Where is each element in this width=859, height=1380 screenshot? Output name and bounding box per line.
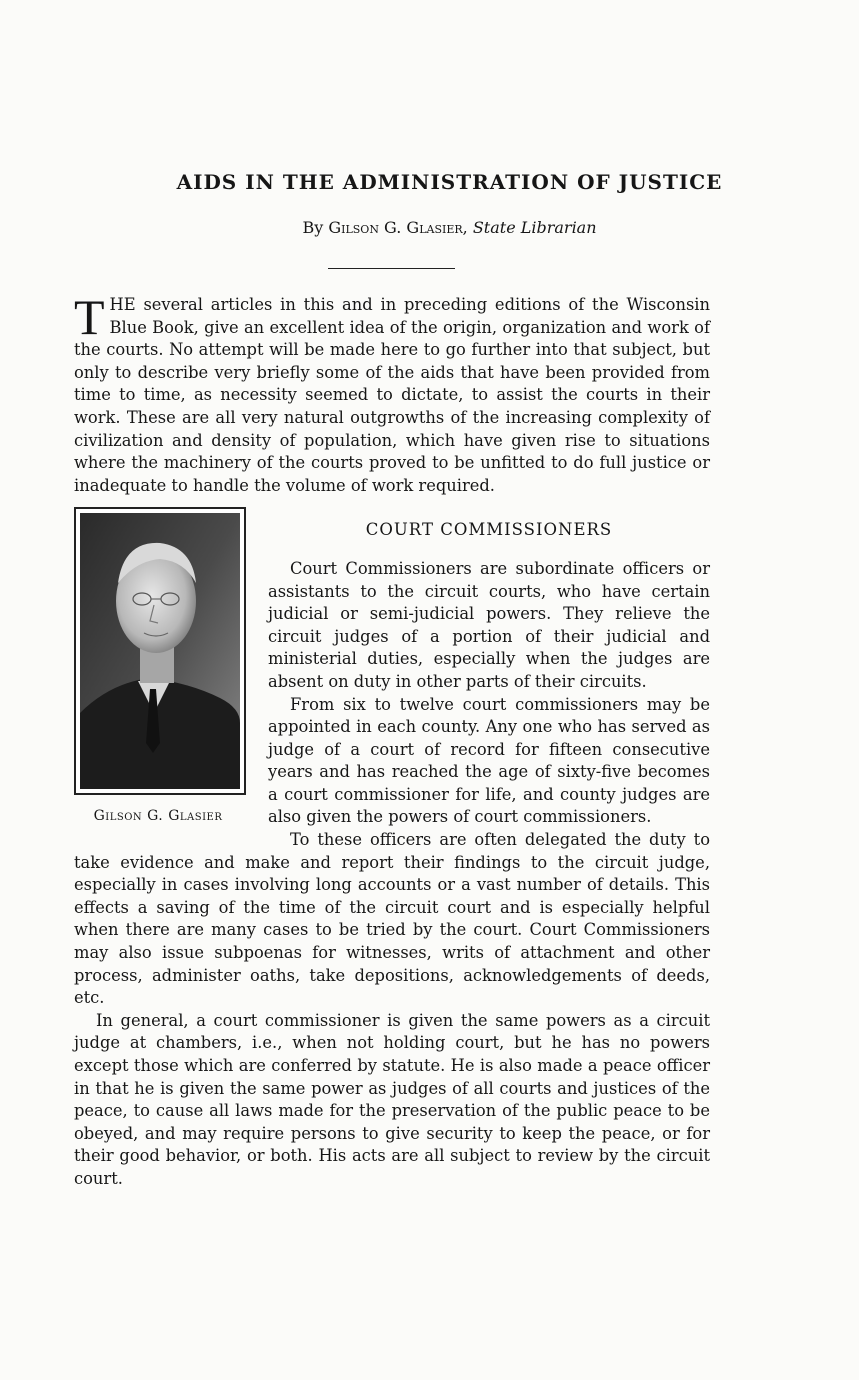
author-name: Gilson G. Glasier [328,218,463,237]
portrait-figure [74,507,250,828]
byline [0,218,859,237]
article-body [74,289,710,1191]
paragraph: To these officers are often delegated the duty to take evidence and make and report their findings to the circuit judge, especially in cases involving long accounts or a vast number of details. This effects a saving of the time of the circuit court and is especially helpful when there are many cases to be tried by the court. Court Commissioners may also issue subpoenas for witnesses, writs of attachment and other process, administer oaths, take depositions, acknowledgements of deeds, etc. [74,830,710,1008]
paragraph: From six to twelve court commissioners may be appointed in each county. Any one who has served as judge of a court of record for fifteen consecutive years and has reached the age of sixty-five becomes a court commissioner for life, and county judges are also given the powers of court commissioners. [268,694,710,827]
paragraph: Court Commissioners are subordinate officers or assistants to the circuit courts, who have certain judicial or semi-judicial powers. They relieve the circuit judges of a portion of their judicial and ministerial duties, especially when the judges are absent on duty in other parts of their circuits. [268,558,710,691]
author-role: State Librarian [472,218,597,237]
portrait-frame [74,507,246,795]
portrait-photo [80,513,240,789]
article-title: AIDS IN THE ADMINISTRATION OF JUSTICE [176,170,723,194]
paragraph: In general, a court commissioner is given the same powers as a circuit judge at chambers, i.e., when not holding court, but he has no powers except those which are conferred by statute. He is also made a peace officer in that he is given the same power as judges of all courts and justices of the peace, to cause all laws made for the preservation of the public peace to be obeyed, and may require persons to give security to keep the peace, or for their good behavior, or both. His acts are all subject to review by the circuit court. [74,1010,710,1188]
byline-prefix: By [302,218,329,237]
section-heading: COURT COMMISSIONERS [365,520,613,540]
drop-cap: T [74,289,105,345]
portrait-caption: Gilson G. Glasier [93,808,223,825]
byline-separator: , [462,218,473,237]
title-divider [328,268,455,269]
intro-text: HE several articles in this and in preceding editions of the Wisconsin Blue Book, give an excellent idea of the origin, organization and work of the courts. No attempt will be made here to go further into that subject, but only to describe very briefly some of the aids that have been provided from time to time, as necessity seemed to dictate, to assist the courts in their work. These are all very natural outgrowths of the increasing complexity of civilization and density of population, which have given rise to situations where the machinery of the courts proved to be unfitted to do full justice or inadequate to handle the volume of work required. [74,295,710,495]
intro-paragraph [74,289,710,497]
